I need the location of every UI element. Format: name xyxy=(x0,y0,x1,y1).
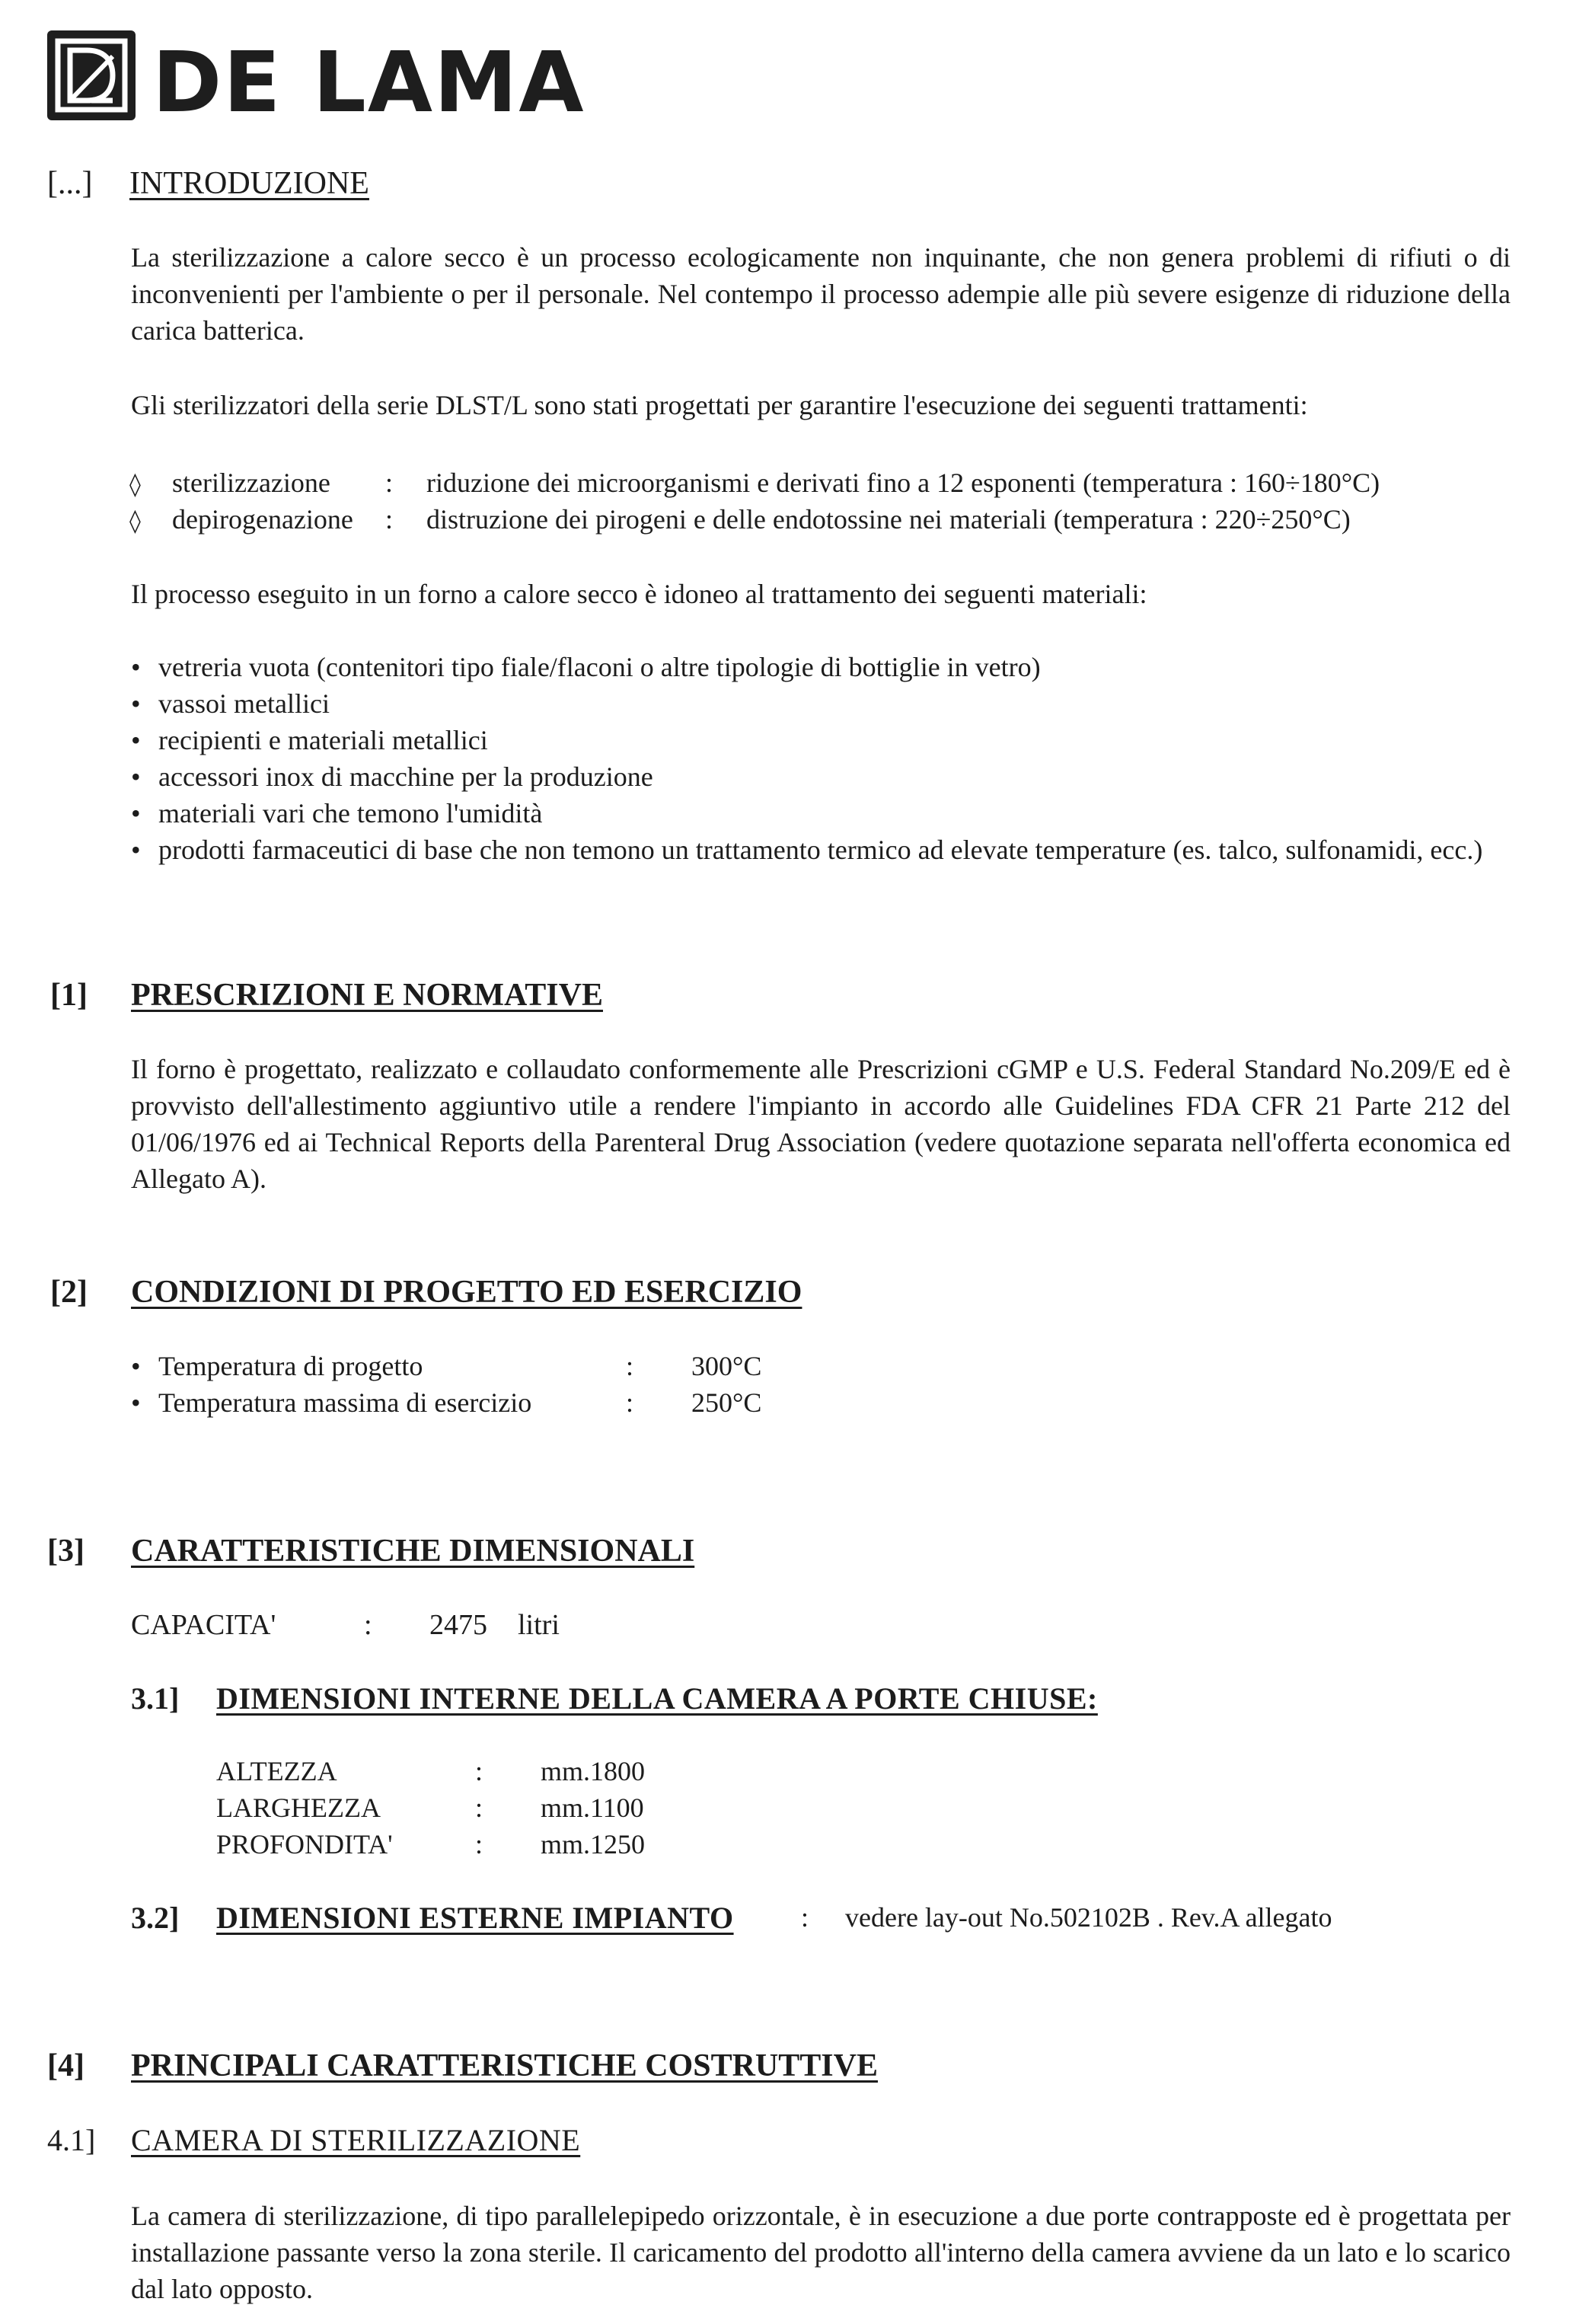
dimension-value: mm.1250 xyxy=(541,1829,646,1860)
section-marker-3: [3] xyxy=(47,1534,85,1569)
bullet-icon: • xyxy=(131,1387,141,1418)
subsection-title-3-2: DIMENSIONI ESTERNE IMPIANTO xyxy=(216,1901,734,1935)
subsection-marker-3-2: 3.2] xyxy=(131,1901,180,1935)
list-item: • prodotti farmaceutici di base che non temono un trattamento termico ad elevate temperature (es. talco, sulfonamidi, ecc.) xyxy=(131,832,1511,868)
condition-value: 300°C xyxy=(691,1351,762,1381)
condition-row xyxy=(131,1348,762,1384)
dimension-separator: : xyxy=(475,1756,483,1786)
treatment-separator: : xyxy=(385,468,394,498)
section-title-intro: INTRODUZIONE xyxy=(129,166,369,201)
dimension-separator: : xyxy=(475,1792,483,1823)
treatment-name: sterilizzazione xyxy=(172,468,330,498)
section-marker-4: [4] xyxy=(47,2048,85,2083)
capacity-value: 2475 xyxy=(429,1609,487,1641)
dimension-label: LARGHEZZA xyxy=(216,1792,381,1823)
dimension-row xyxy=(216,1826,646,1863)
section-1-paragraph: Il forno è progettato, realizzato e collaudato conformemente alle Prescrizioni cGMP e U.S. Federal Standard No.209/E ed è provvisto dell'allestimento aggiuntivo utile a rendere l'impianto in accordo alle Guidelines FDA CFR 21 Parte 212 del 01/06/1976 ed ai Technical Reports della Parenteral Drug Association (vedere quotazione separata nell'offerta economica ed Allegato A). xyxy=(131,1054,1511,1194)
diamond-bullet-icon: ◊ xyxy=(129,508,141,535)
dimension-value: mm.1100 xyxy=(541,1792,644,1823)
diamond-bullet-icon: ◊ xyxy=(129,471,141,498)
list-item: • vassoi metallici xyxy=(131,685,1511,722)
capacity-row xyxy=(131,1607,560,1643)
list-item: • vetreria vuota (contenitori tipo fiale/flaconi o altre tipologie di bottiglie in vetro) xyxy=(131,649,1511,685)
de-lama-logo-mark-icon xyxy=(47,30,136,120)
treatment-row xyxy=(129,501,1351,540)
external-dimension-separator: : xyxy=(801,1902,809,1933)
dimension-value: mm.1800 xyxy=(541,1756,646,1786)
condition-label: Temperatura di progetto xyxy=(158,1351,423,1381)
intro-paragraph-1: La sterilizzazione a calore secco è un processo ecologicamente non inquinante, che non genera problemi di rifiuti o di inconvenienti per l'ambiente o per il personale. Nel contempo il processo adempie alle più severe esigenze di riduzione della carica batterica. xyxy=(131,242,1511,346)
subsection-marker-4-1: 4.1] xyxy=(47,2123,96,2157)
treatment-name: depirogenazione xyxy=(172,504,353,535)
subsection-title-3-1: DIMENSIONI INTERNE DELLA CAMERA A PORTE CHIUSE: xyxy=(216,1681,1098,1716)
section-title-1: PRESCRIZIONI E NORMATIVE xyxy=(131,978,603,1013)
condition-separator: : xyxy=(626,1351,634,1381)
section-marker-2: [2] xyxy=(50,1275,88,1310)
dimension-row xyxy=(216,1753,646,1789)
treatment-description: riduzione dei microorganismi e derivati fino a 12 esponenti (temperatura : 160÷180°C) xyxy=(426,468,1380,498)
capacity-label: CAPACITA' xyxy=(131,1609,276,1641)
treatment-separator: : xyxy=(385,504,394,535)
external-dimension-value: vedere lay-out No.502102B . Rev.A allegato xyxy=(845,1902,1332,1933)
materials-list xyxy=(131,649,1511,868)
subsection-title-4-1: CAMERA DI STERILIZZAZIONE xyxy=(131,2123,581,2157)
section-title-3: CARATTERISTICHE DIMENSIONALI xyxy=(131,1534,695,1569)
list-item: • accessori inox di macchine per la produzione xyxy=(131,758,1511,795)
treatment-description: distruzione dei pirogeni e delle endotossine nei materiali (temperatura : 220÷250°C) xyxy=(426,504,1351,535)
condition-row xyxy=(131,1384,762,1421)
capacity-unit: litri xyxy=(518,1609,560,1641)
section-4-1-paragraph: La camera di sterilizzazione, di tipo parallelepipedo orizzontale, è in esecuzione a due porte contrapposte ed è progettata per installazione passante verso la zona sterile. Il caricamento del prodotto all'interno della camera avviene da un lato e lo scarico dal lato opposto. xyxy=(131,2201,1511,2304)
section-marker-intro: [...] xyxy=(47,166,93,201)
condition-separator: : xyxy=(626,1387,634,1418)
section-title-4: PRINCIPALI CARATTERISTICHE COSTRUTTIVE xyxy=(131,2048,878,2083)
list-item: • recipienti e materiali metallici xyxy=(131,722,1511,758)
bullet-icon: • xyxy=(131,1351,141,1381)
subsection-marker-3-1: 3.1] xyxy=(131,1681,180,1716)
section-marker-1: [1] xyxy=(50,978,88,1013)
dimension-label: PROFONDITA' xyxy=(216,1829,393,1860)
intro-paragraph-3: Il processo eseguito in un forno a calore secco è idoneo al trattamento dei seguenti materiali: xyxy=(131,579,1147,609)
company-logo-text: DE LAMA xyxy=(152,34,585,131)
condition-label: Temperatura massima di esercizio xyxy=(158,1387,532,1418)
capacity-separator: : xyxy=(364,1609,372,1641)
dimension-label: ALTEZZA xyxy=(216,1756,337,1786)
dimension-row xyxy=(216,1789,644,1826)
intro-paragraph-2: Gli sterilizzatori della serie DLST/L sono stati progettati per garantire l'esecuzione dei seguenti trattamenti: xyxy=(131,390,1308,420)
condition-value: 250°C xyxy=(691,1387,762,1418)
list-item: • materiali vari che temono l'umidità xyxy=(131,795,1511,832)
treatment-row xyxy=(129,464,1380,503)
section-title-2: CONDIZIONI DI PROGETTO ED ESERCIZIO xyxy=(131,1275,802,1310)
dimension-separator: : xyxy=(475,1829,483,1860)
